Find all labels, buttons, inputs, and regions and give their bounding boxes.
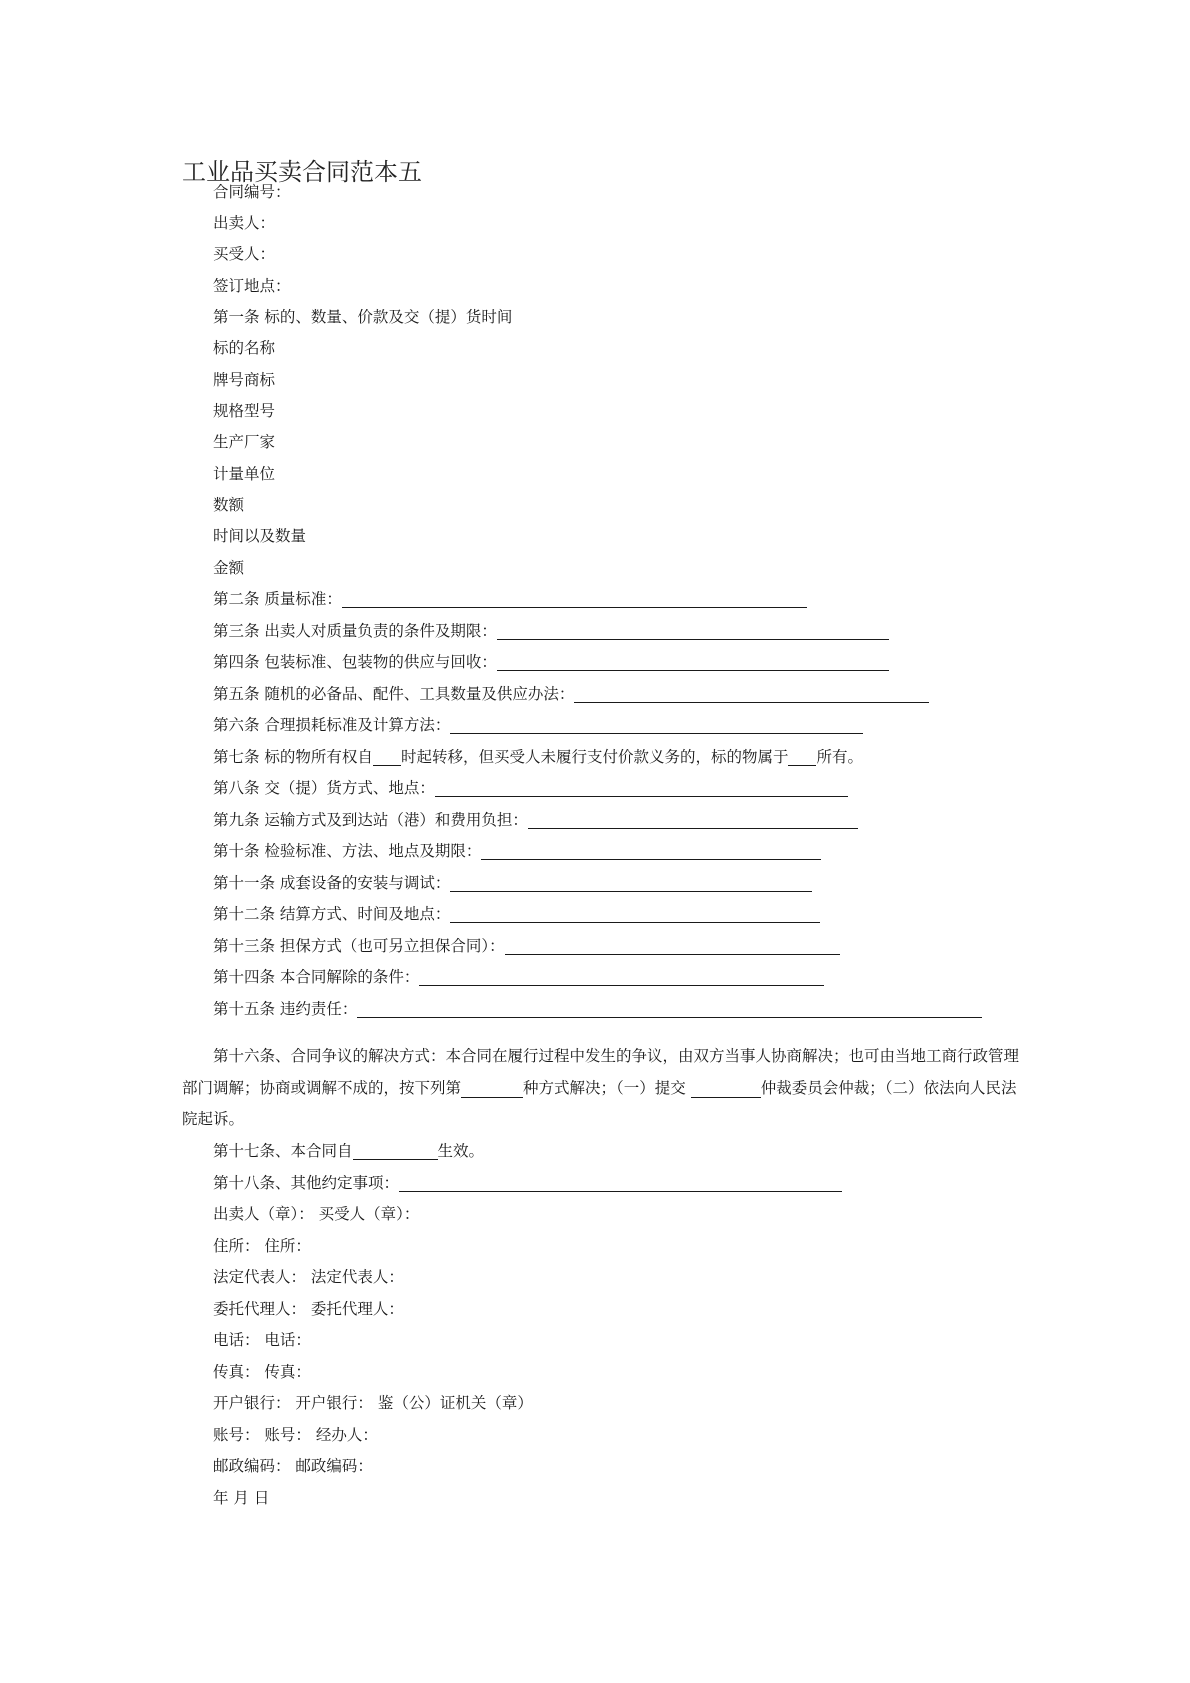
seller-field: 出卖人： (213, 214, 276, 232)
signature-legal-rep-line: 法定代表人： 法定代表人： (213, 1268, 404, 1286)
article-17 (213, 1140, 484, 1162)
document-title: 工业品买卖合同范本五 (182, 158, 422, 186)
article-18 (213, 1172, 842, 1194)
article-3 (213, 620, 889, 642)
article-17-blank (353, 1143, 438, 1160)
article-16 (182, 1041, 1022, 1136)
article-7-blank-2 (788, 749, 816, 766)
article-3-blank (497, 623, 889, 640)
article-10-blank (481, 843, 821, 860)
signature-address-line: 住所： 住所： (213, 1237, 311, 1255)
article-6-text: 第六条 合理损耗标准及计算方法： (213, 716, 451, 734)
article-3-text: 第三条 出卖人对质量负责的条件及期限： (213, 622, 497, 640)
article-8 (213, 777, 848, 799)
article-9-blank (528, 812, 858, 829)
signature-agent-line: 委托代理人： 委托代理人： (213, 1300, 404, 1318)
article-12-blank (450, 906, 820, 923)
article-7-text-3: 所有。 (816, 748, 863, 766)
article-15 (213, 998, 982, 1020)
article-13-blank (505, 938, 840, 955)
article-9-text: 第九条 运输方式及到达站（港）和费用负担： (213, 811, 528, 829)
article-15-blank (357, 1001, 982, 1018)
article-18-text: 第十八条、其他约定事项： (213, 1174, 400, 1192)
article-8-blank (435, 780, 848, 797)
article-1-item-quantity: 数额 (213, 496, 245, 514)
article-12-text: 第十二条 结算方式、时间及地点： (213, 905, 451, 923)
article-5-blank (574, 686, 929, 703)
article-7-blank-1 (373, 749, 401, 766)
article-2-text: 第二条 质量标准： (213, 590, 342, 608)
article-10-text: 第十条 检验标准、方法、地点及期限： (213, 842, 482, 860)
signature-postcode-line: 邮政编码： 邮政编码： (213, 1457, 373, 1475)
article-16-blank-2 (691, 1079, 761, 1098)
article-13-text: 第十三条 担保方式（也可另立担保合同）： (213, 937, 505, 955)
article-1-item-manufacturer: 生产厂家 (213, 433, 276, 451)
signature-date-line: 年 月 日 (213, 1489, 270, 1507)
article-6-blank (450, 717, 863, 734)
signature-phone-line: 电话： 电话： (213, 1331, 311, 1349)
signature-seal-line: 出卖人（章）： 买受人（章）： (213, 1205, 420, 1223)
article-4-blank (497, 654, 889, 671)
article-11-blank (450, 875, 812, 892)
article-14 (213, 966, 824, 988)
signature-account-line: 账号： 账号： 经办人： (213, 1426, 378, 1444)
article-5-text: 第五条 随机的必备品、配件、工具数量及供应办法： (213, 685, 575, 703)
article-1-item-name: 标的名称 (213, 339, 276, 357)
article-16-text-3: 仲裁委员会仲裁；（二）依法向人民法院起诉。 (182, 1078, 1017, 1128)
article-1-item-unit: 计量单位 (213, 465, 276, 483)
contract-number-field: 合同编号： (213, 183, 291, 201)
article-17-text-2: 生效。 (437, 1142, 485, 1160)
article-1-item-amount: 金额 (213, 559, 245, 577)
article-16-blank-1 (461, 1079, 523, 1098)
article-15-text: 第十五条 违约责任： (213, 1000, 358, 1018)
article-4-text: 第四条 包装标准、包装物的供应与回收： (213, 653, 497, 671)
article-16-text-1: 第十六条、合同争议的解决方式：本合同在履行过程中发生的争议，由双方当事人协商解决；也可由当地工商行政管理部门调解；协商或调解不成的，按下列第 (182, 1047, 1020, 1097)
article-18-blank (399, 1175, 842, 1192)
signature-bank-line: 开户银行： 开户银行： 鉴（公）证机关（章） (213, 1394, 533, 1412)
article-10 (213, 840, 821, 862)
article-7-text-2: 时起转移，但买受人未履行支付价款义务的，标的物属于 (400, 748, 789, 766)
article-1-item-time-quantity: 时间以及数量 (213, 527, 307, 545)
article-11-text: 第十一条 成套设备的安装与调试： (213, 874, 451, 892)
article-7-text-1: 第七条 标的物所有权自 (213, 748, 373, 766)
article-1-item-brand: 牌号商标 (213, 371, 276, 389)
article-9 (213, 809, 858, 831)
buyer-field: 买受人： (213, 245, 276, 263)
article-14-blank (419, 969, 824, 986)
signature-fax-line: 传真： 传真： (213, 1363, 311, 1381)
article-13 (213, 935, 840, 957)
article-1-item-model: 规格型号 (213, 402, 276, 420)
article-11 (213, 872, 812, 894)
article-12 (213, 903, 820, 925)
article-14-text: 第十四条 本合同解除的条件： (213, 968, 420, 986)
article-1: 第一条 标的、数量、价款及交（提）货时间 (213, 308, 513, 326)
article-7 (213, 746, 863, 768)
article-16-text-2: 种方式解决；（一）提交 (523, 1078, 691, 1097)
article-5 (213, 683, 929, 705)
article-2 (213, 588, 807, 610)
article-8-text: 第八条 交（提）货方式、地点： (213, 779, 435, 797)
article-17-text-1: 第十七条、本合同自 (213, 1142, 353, 1160)
article-4 (213, 651, 889, 673)
article-2-blank (342, 591, 807, 608)
article-6 (213, 714, 863, 736)
signing-place-field: 签订地点： (213, 277, 291, 295)
